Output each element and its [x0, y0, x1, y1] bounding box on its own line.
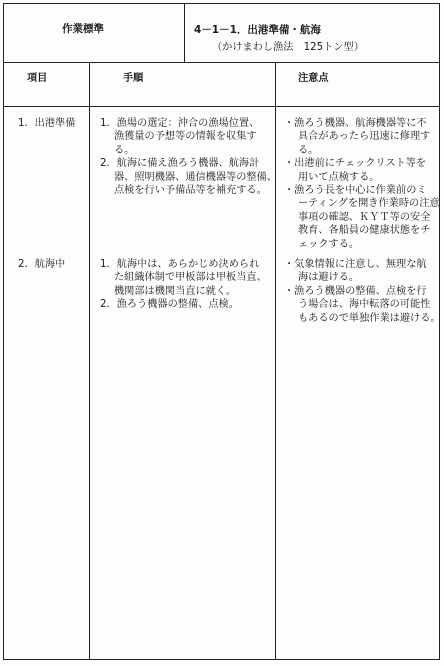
item-column-divider	[89, 62, 90, 659]
procedure-line: 機関部は機関当直に就く。	[114, 285, 237, 297]
caution-line: ・漁ろう機器、航海機器等に不	[284, 118, 427, 129]
caution-line: う場合は、海中転落の可能性	[298, 299, 431, 311]
procedure-line: 器、照明機器、通信機器等の整備、	[114, 171, 277, 183]
caution-line: 具合があったら迅速に修理す	[298, 131, 431, 143]
procedure-line: た組織体制で甲板部は甲板当直、	[114, 272, 267, 284]
work-standard-table	[3, 3, 440, 660]
column-header-item: 項目	[27, 73, 48, 84]
procedure-line: 漁獲量の予想等の情報を収集す	[114, 131, 257, 143]
caution-line: 事項の確認、ＫＹＴ等の安全	[298, 211, 431, 223]
procedure-line: 1．航海中は、あらかじめ決められ	[100, 259, 260, 270]
caution-line: 教育、各船員の健康状態をチ	[298, 225, 431, 237]
caution-line: ーティングを開き作業時の注意	[298, 198, 440, 210]
caution-line: ェックする。	[298, 238, 360, 250]
caution-line: 用いて点検する。	[298, 171, 380, 183]
column-header-caution: 注意点	[298, 73, 329, 84]
header-divider	[4, 62, 439, 63]
procedure-line: 2．航海に備え漁ろう機器、航海計	[100, 158, 260, 170]
column-header-divider	[4, 106, 439, 107]
caution-line: ・漁ろう機器の整備、点検を行	[284, 285, 427, 297]
caution-line: ・出港前にチェックリスト等を	[284, 158, 427, 170]
caution-line: る。	[298, 144, 319, 156]
procedure-line: 点検を行い予備品等を補充する。	[114, 185, 267, 197]
section-subtitle: （かけまわし漁法 125トン型）	[212, 42, 364, 53]
caution-line: ・漁ろう長を中心に作業前のミ	[284, 185, 427, 197]
title-divider	[184, 4, 185, 62]
caution-line: ・気象情報に注意し、無理な航	[284, 259, 427, 270]
procedure-cell	[100, 258, 267, 312]
column-header-procedure: 手順	[123, 73, 144, 84]
row-item-label: 1．出港準備	[18, 118, 76, 129]
caution-line: もあるので単独作業は避ける。	[298, 312, 441, 324]
caution-line: 海は避ける。	[298, 272, 360, 284]
row-item-label: 2．航海中	[18, 259, 66, 270]
caution-cell	[284, 258, 441, 325]
standard-title: 作業標準	[62, 23, 104, 35]
section-title: 4－1－1．出港準備・航海	[194, 24, 321, 36]
caution-cell	[284, 117, 440, 251]
procedure-line: る。	[114, 144, 135, 156]
procedure-line: 2．漁ろう機器の整備、点検。	[100, 299, 239, 311]
procedure-line: 1．漁場の選定：沖合の漁場位置、	[100, 118, 260, 129]
procedure-cell	[100, 117, 277, 197]
